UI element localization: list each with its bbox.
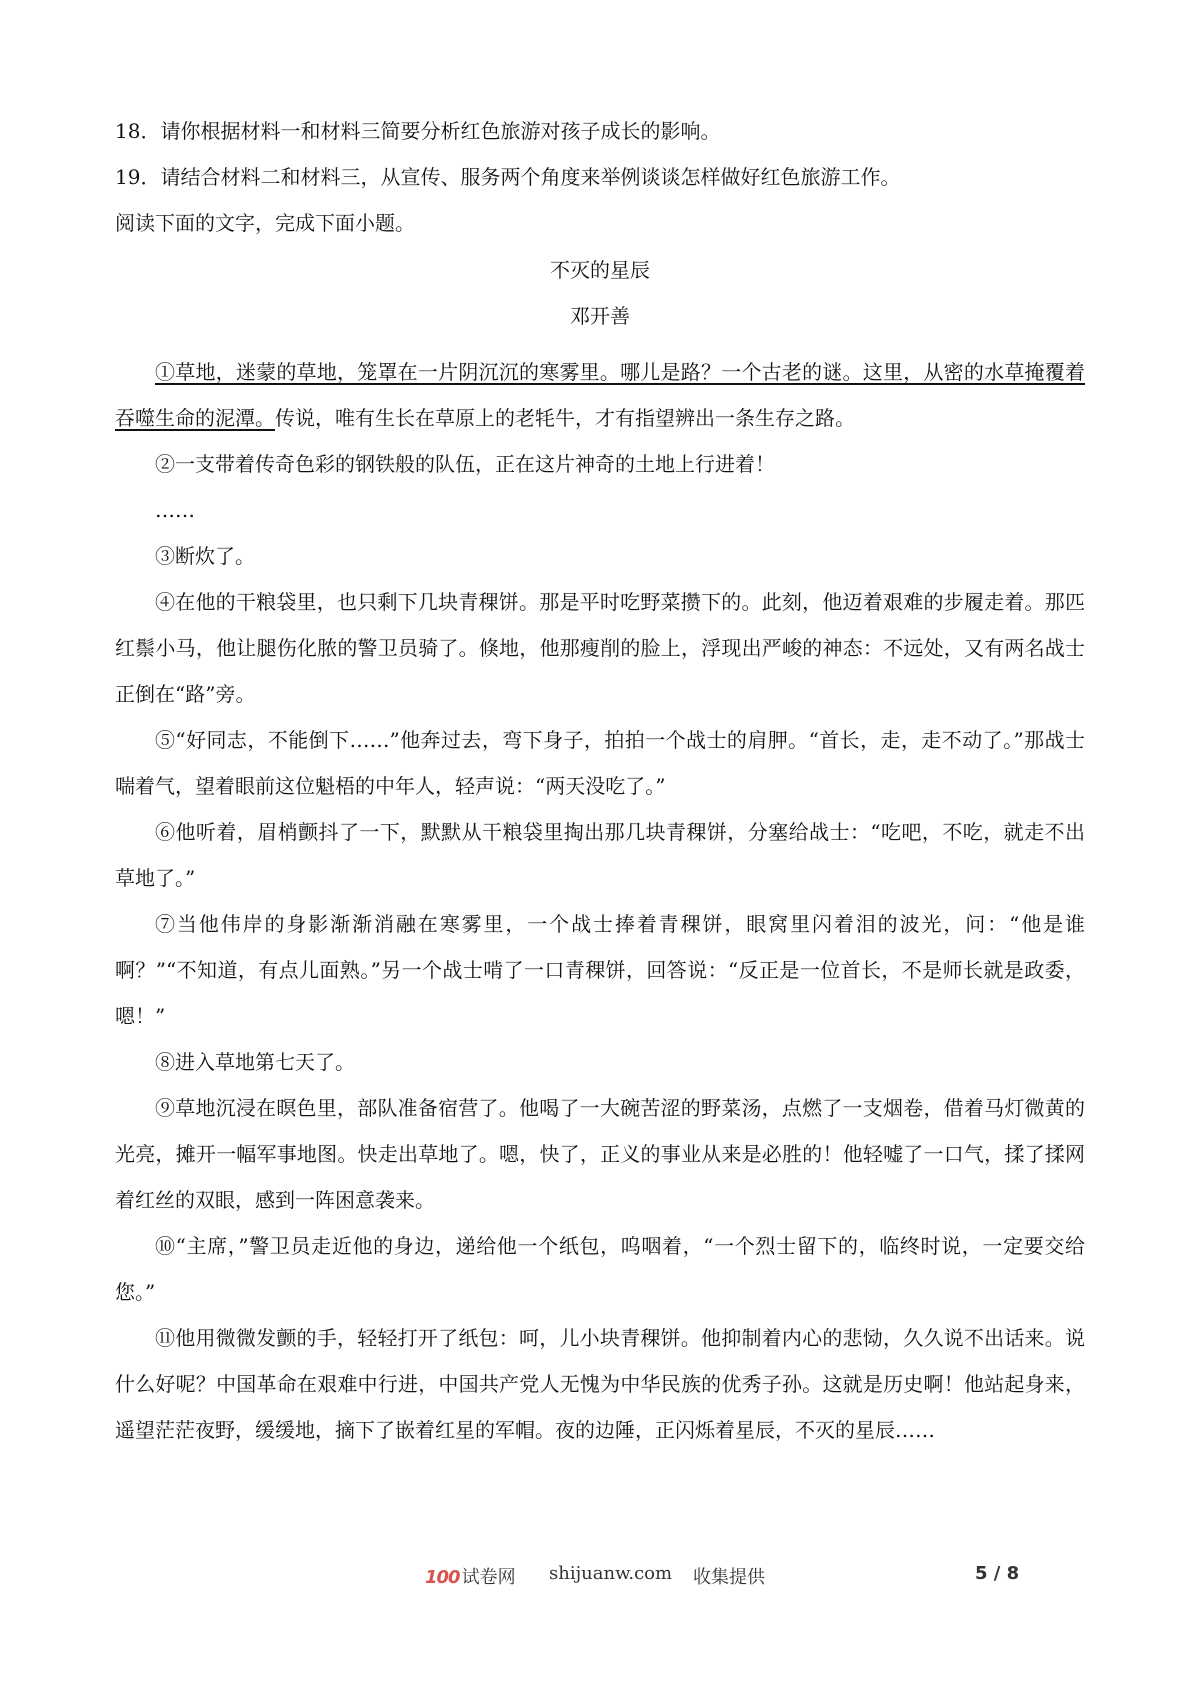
paragraph-5: ⑤“好同志，不能倒下……”他奔过去，弯下身子，拍拍一个战士的肩胛。“首长，走，走不动了。”那战士喘着气，望着眼前这位魁梧的中年人，轻声说：“两天没吃了。” <box>115 728 1085 798</box>
paragraph-9: ⑨草地沉浸在暝色里，部队准备宿营了。他喝了一大碗苦涩的野菜汤，点燃了一支烟卷，借着马灯微黄的光亮，摊开一幅军事地图。快走出草地了。嗯，快了，正义的事业从来是必胜的！他轻嘘了一口气，揉了揉网着红丝的双眼，感到一阵困意袭来。 <box>115 1096 1085 1212</box>
reading-instruction: 阅读下面的文字，完成下面小题。 <box>115 211 415 235</box>
page-number: 5 / 8 <box>975 1563 1020 1584</box>
paragraph-1 <box>115 349 1085 441</box>
paragraph-6: ⑥他听着，眉梢颤抖了一下，默默从干粮袋里掏出那几块青稞饼，分塞给战士：“吃吧，不吃，就走不出草地了。” <box>115 820 1085 890</box>
question-text: 请结合材料二和材料三，从宣传、服务两个角度来举例谈谈怎样做好红色旅游工作。 <box>160 165 901 189</box>
document-page <box>115 118 1085 1453</box>
logo-number: 100 <box>425 1567 460 1588</box>
paragraph-10: ⑩“主席，”警卫员走近他的身边，递给他一个纸包，呜咽着，“一个烈士留下的，临终时说，一定要交给您。” <box>115 1234 1085 1304</box>
article-author: 邓开善 <box>570 304 630 328</box>
paragraph-4: ④在他的干粮袋里，也只剩下几块青稞饼。那是平时吃野菜攒下的。此刻，他迈着艰难的步履走着。那匹红鬃小马，他让腿伤化脓的警卫员骑了。倏地，他那瘦削的脸上，浮现出严峻的神态：不远处，又有两名战士正倒在“路”旁。 <box>115 590 1085 706</box>
question-number: 19． <box>115 165 161 189</box>
question-18 <box>115 118 1085 144</box>
page-footer <box>0 1563 1191 1593</box>
site-name: 试卷网 <box>461 1567 516 1588</box>
article-title: 不灭的星辰 <box>550 258 650 282</box>
question-text: 请你根据材料一和材料三简要分析红色旅游对孩子成长的影响。 <box>160 119 721 143</box>
paragraph-11: ⑪他用微微发颤的手，轻轻打开了纸包：呵，儿小块青稞饼。他抑制着内心的悲恸，久久说不出话来。说什么好呢？中国革命在艰难中行进，中国共产党人无愧为中华民族的优秀子孙。这就是历史啊！他站起身来，遥望茫茫夜野，缓缓地，摘下了嵌着红星的军帽。夜的边陲，正闪烁着星辰，不灭的星辰…… <box>115 1326 1085 1442</box>
question-number: 18． <box>115 119 161 143</box>
question-19 <box>115 164 1085 190</box>
paragraph-8: ⑧进入草地第七天了。 <box>155 1050 355 1074</box>
underlined-passage: ①草地，迷蒙的草地，笼罩在一片阴沉沉的寒雾里。哪儿是路？一个古老的谜。这里，从密的水草掩覆着吞噬生命的泥潭。 <box>115 360 1085 430</box>
ellipsis-line: …… <box>155 498 195 522</box>
paragraph-3: ③断炊了。 <box>155 544 255 568</box>
paragraph-7: ⑦当他伟岸的身影渐渐消融在寒雾里，一个战士捧着青稞饼，眼窝里闪着泪的波光，问：“他是谁啊？”“不知道，有点儿面熟。”另一个战士啃了一口青稞饼，回答说：“反正是一位首长，不是师长就是政委，嗯！” <box>115 912 1085 1028</box>
site-url-link[interactable]: shijuanw.com <box>549 1563 673 1584</box>
site-logo[interactable] <box>425 1563 516 1589</box>
paragraph-1-rest: 传说，唯有生长在草原上的老牦牛，才有指望辨出一条生存之路。 <box>275 406 855 430</box>
paragraph-2: ②一支带着传奇色彩的钢铁般的队伍，正在这片神奇的土地上行进着！ <box>155 452 775 476</box>
provided-label: 收集提供 <box>693 1567 765 1588</box>
